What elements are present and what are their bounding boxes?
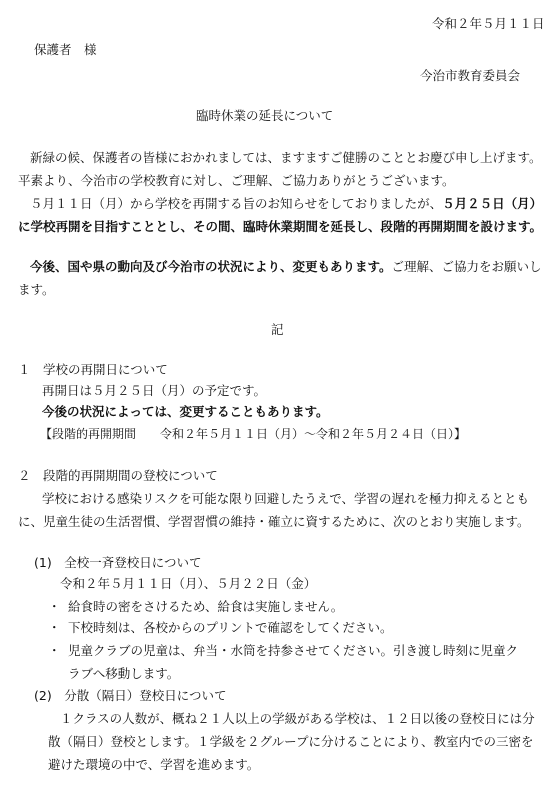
intro-paragraph-2 [18,192,545,238]
ki-heading: 記 [271,322,284,337]
section-2-paragraph: 学校における感染リスクを可能な限り回避したうえで、学習の遅れを極力抑えるとともに、児童生徒の生活習慣、学習習慣の維持・確立に資するために、次のとおり実施します。 [18,491,530,529]
bullet-item: ・ 下校時刻は、各校からのプリントで確認をしてください。 [48,620,393,635]
document-title: 臨時休業の延長について [196,108,334,123]
section-1-line-1: 再開日は５月２５日（月）の予定です。 [42,383,267,398]
bullet-icon: ・ [48,599,61,614]
section-1-period: 【段階的再開期間 令和２年５月１１日（月）～令和２年５月２４日（日）】 [40,427,467,441]
subsection-2-paragraph: １クラスの人数が、概ね２１人以上の学級がある学校は、１２日以後の登校日には分散（隔日）登校とします。１学級を２グループに分けることにより、教室内での三密を避けた環境の中で、学習を進めます。 [48,711,535,772]
intro-p2-bold: ５月２５日（月）に学校再開を目指すこととし、その間、臨時休業期間を延長し、段階的再開期間を設けます。 [18,196,543,234]
section-1-heading: １ 学校の再開日について [18,362,168,377]
bullet-icon: ・ [48,643,61,658]
intro-p3-bold: 今後、国や県の動向及び今治市の状況により、変更もあります。 [30,259,392,274]
recipient-line: 保護者 様 [34,42,97,57]
subsection-2-heading: (2) 分散（隔日）登校日について [34,688,227,703]
subsection-1-heading: (1) 全校一斉登校日について [34,555,202,570]
subsection-1-dates: 令和２年５月１１日（月）、５月２２日（金） [60,576,317,591]
sender-line: 今治市教育委員会 [420,68,521,83]
bullet-icon: ・ [48,620,61,635]
intro-paragraph-3 [18,255,545,301]
intro-paragraph-1: 新緑の候、保護者の皆様におかれましては、ますますご健勝のこととお慶び申し上げます。平素より、今治市の学校教育に対し、ご理解、ご協力ありがとうございます。 [18,150,542,188]
bullet-item: ・ 給食時の密をさけるため、給食は実施しません。 [48,599,344,614]
section-2-heading: ２ 段階的再開期間の登校について [18,468,218,483]
intro-p2-normal: ５月１１日（月）から学校を再開する旨のお知らせをしておりましたが、 [30,196,443,211]
document-date: 令和２年５月１１日 [432,16,545,31]
bullet-item: ・ 児童クラブの児童は、弁当・水筒を持参させてください。引き渡し時刻に児童クラブへ移動します。 [48,639,528,685]
intro-p3-normal: ご理解、ご協力をお願いします。 [18,259,542,297]
section-1-line-2: 今後の状況によっては、変更することもあります。 [42,404,329,419]
